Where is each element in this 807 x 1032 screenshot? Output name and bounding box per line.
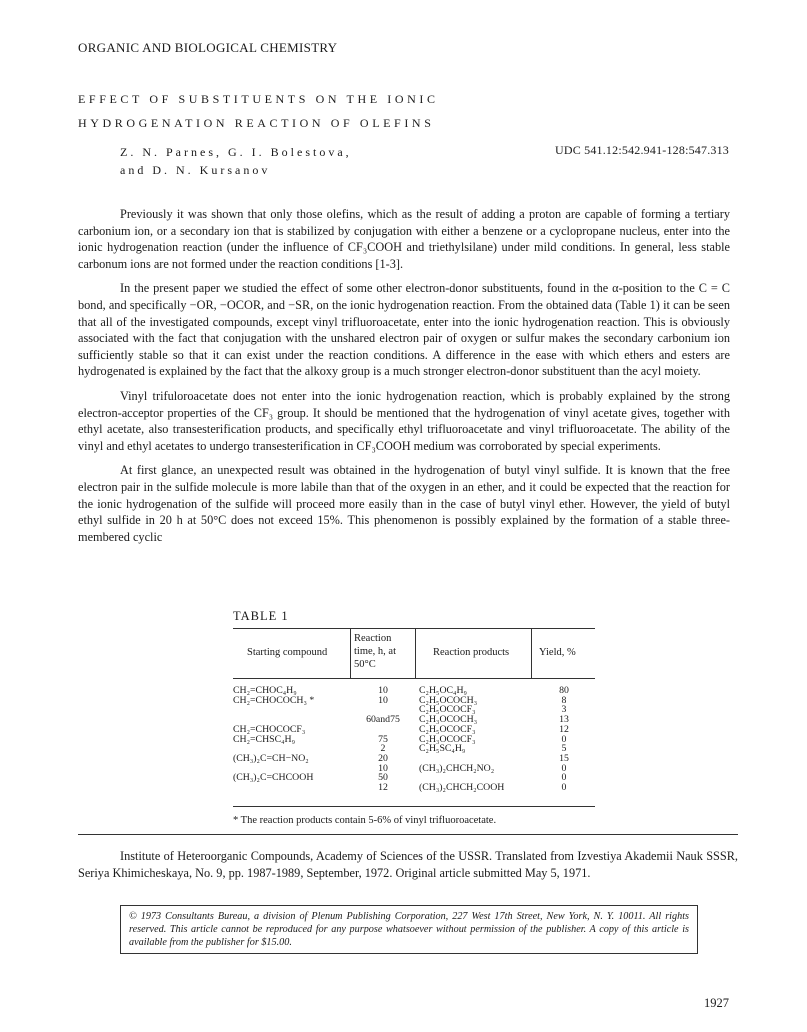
column-starting-compound: CH₂=CHOC₄H₉ CH₂=CHOCOCH₃ * CH₂=CHOCOCF₃ CH₂=CHSC₄H₉ (CH₃)₂C=CH−NO₂ (CH₃)₂C=CHCOOH: [233, 685, 315, 784]
footer-divider: [78, 834, 738, 835]
affiliation-note: [78, 848, 738, 881]
column-yield: 80 8 3 13 12 0 5 15 0 0 0: [559, 685, 569, 794]
udc-code: UDC 541.12:542.941-128:547.313: [555, 143, 729, 157]
table-caption: TABLE 1: [233, 609, 289, 623]
header-reaction-products: Reaction products: [433, 647, 510, 658]
column-reaction-time: 10 10 60and75 75 2 20 10 50 12: [366, 685, 400, 794]
paragraph: Vinyl trifuloroacetate does not enter into the ionic hydrogenation reaction, which is probably explained by the strong electron-acceptor properties of the CF₃ group. It should be mentioned that the hydrogenation of vinyl acetate gives, together with ethyl acetate, also transesterification products, and specifically ethyl trifluoroacetate and vinyl trifluoroacetate. The ability of the vinyl and ethyl acetates to undergo transesterification in CF₃COOH medium was corroborated by special experiments.: [78, 388, 730, 453]
authors-line-2: and D. N. Kursanov: [120, 163, 271, 177]
column-reaction-products: C₂H₅OC₄H₉ C₂H₅OCOCH₃ C₂H₅OCOCF₃ C₂H₃OCOCH₃ C₂H₅OCOCF₃ C₂H₃OCOCF₃ C₂H₅SC₄H₉ (CH₃)₂CHCH₂NO₂ (CH₃)₂CHCH₂COOH: [419, 685, 505, 794]
paragraph: In the present paper we studied the effect of some other electron-donor substituents, found in the α-position to the C = C bond, and specifically −OR, −OCOR, and −SR, on the ionic hydrogenation reaction. From the obtained data (Table 1) it can be seen that all of the investigated compounds, except vinyl trifluoroacetate, enter into the ionic hydrogenation reaction. This is obviously associated with the fact that conjugation with the unshared electron pair of oxygen or sulfur makes the secondary carbonium ion sufficiently stable so that it can exist under the reaction conditions. A difference in the ease with which ethers and esters are hydrogenated is explained by the fact that the alkoxy group is a much stronger electron-donor substituent than the acyl moiety.: [78, 281, 730, 379]
authors-line-1: Z. N. Parnes, G. I. Bolestova,: [120, 145, 352, 159]
paragraph: Previously it was shown that only those olefins, which as the result of adding a proton are capable of forming a tertiary carbonium ion, or a secondary ion that is stabilized by conjugation with either a benzene or a cyclopropane nucleus, enter into the ionic hydrogenation reaction (under the influence of CF₃COOH and triethylsilane) under mild conditions. In general, less stable carbonum ions are not formed under the reaction conditions [1-3].: [78, 207, 730, 271]
header-reaction-time: Reaction time, h, at 50°C: [354, 633, 396, 670]
header-starting-compound: Starting compound: [247, 647, 328, 658]
copyright-text: © 1973 Consultants Bureau, a division of Plenum Publishing Corporation, 227 West 17th Street, New York, N. Y. 10011. All rights reserved. This article cannot be reproduced for any purpose whatsoever without permission of the publisher. A copy of this article is available from the publisher for $15.00.: [129, 911, 689, 948]
affiliation-text: Institute of Heteroorganic Compounds, Academy of Sciences of the USSR. Translated from Izvestiya Akademii Nauk SSSR, Seriya Khimicheskaya, No. 9, pp. 1987-1989, September, 1972. Original article submitted May 5, 1971.: [78, 849, 738, 880]
paragraph: At first glance, an unexpected result was obtained in the hydrogenation of butyl vinyl sulfide. It is known that the free electron pair in the sulfide molecule is more labile than that of the oxygen in an ether, and it could be expected that the reaction for the ionic hydrogenation of the sulfide will proceed more easily than in the case of butyl vinyl ether. However, the yield of butyl ethyl sulfide in 20 h at 50°C does not exceed 15%. This phenomenon is possibly explained by the formation of a stable three-membered cyclic: [78, 463, 730, 544]
section-heading: ORGANIC AND BIOLOGICAL CHEMISTRY: [78, 40, 338, 55]
copyright-box: [120, 905, 698, 954]
article-body: [78, 206, 730, 545]
article-title-line-1: EFFECT OF SUBSTITUENTS ON THE IONIC: [78, 92, 439, 106]
data-table: [233, 628, 595, 808]
page-number: 1927: [704, 996, 729, 1010]
article-title-line-2: HYDROGENATION REACTION OF OLEFINS: [78, 116, 435, 130]
header-yield: Yield, %: [539, 647, 576, 658]
table-footnote: * The reaction products contain 5-6% of vinyl trifluoroacetate.: [233, 815, 497, 826]
